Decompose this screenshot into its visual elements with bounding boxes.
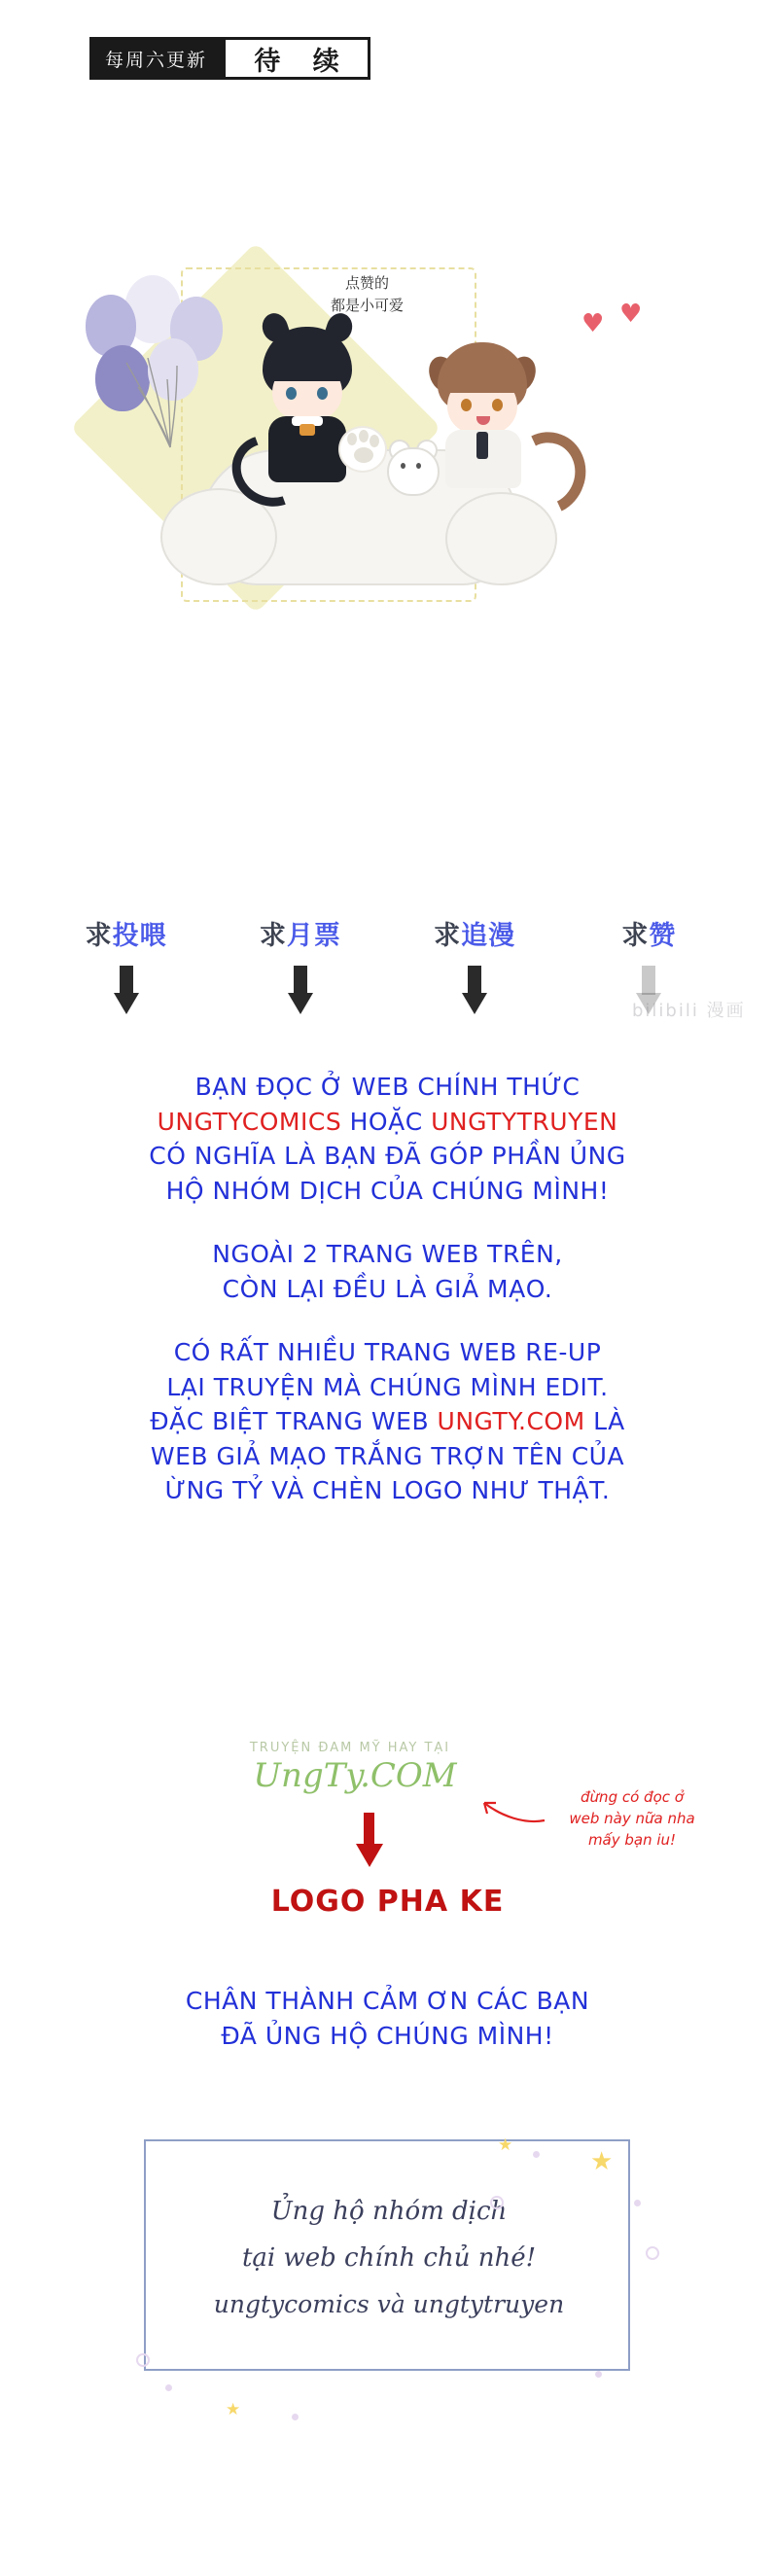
- star-icon: ★: [226, 2400, 241, 2419]
- dot-icon: [165, 2384, 172, 2391]
- cta-word: 追漫: [461, 921, 516, 951]
- p3-line-2: LẠI TRUYỆN MÀ CHÚNG MÌNH EDIT.: [166, 1372, 609, 1401]
- speech-line-2: 都是小可爱: [331, 296, 405, 314]
- notice-text-block: [0, 1070, 775, 1537]
- dot-icon: [634, 2200, 641, 2206]
- warning-line-3: mấy bạn iu!: [587, 1830, 677, 1849]
- circle-outline-icon: [136, 2353, 150, 2367]
- illustration-area: [0, 117, 775, 525]
- p1-line-1: BẠN ĐỌC Ở WEB CHÍNH THỨC: [194, 1073, 581, 1101]
- thanks-block: [0, 1984, 775, 2055]
- fake-site-name: UNGTY.COM: [437, 1407, 585, 1435]
- balloon-strings: [117, 358, 204, 450]
- p3-line-3-c: LÀ: [584, 1407, 625, 1435]
- fake-logo-warning-note: [545, 1787, 720, 1851]
- dot-icon: [595, 2371, 602, 2378]
- thanks-line-1: CHÂN THÀNH CẢM ƠN CÁC BẠN: [185, 1987, 590, 2015]
- notice-paragraph-2: [0, 1237, 775, 1306]
- cta-word: 赞: [649, 921, 677, 951]
- warning-line-1: đừng có đọc ở: [581, 1788, 684, 1806]
- chapter-header: [89, 37, 370, 80]
- p1-line-2: [0, 1105, 775, 1140]
- paw-icon: [338, 426, 387, 473]
- circle-outline-icon: [646, 2246, 659, 2260]
- cta-item-follow[interactable]: [402, 914, 547, 1016]
- down-arrow-icon: [462, 966, 487, 1016]
- support-line-2: tại web chính chủ nhé!: [241, 2242, 537, 2273]
- p3-line-1: CÓ RẤT NHIỀU TRANG WEB RE-UP: [173, 1338, 602, 1366]
- cta-prefix: 求: [259, 921, 287, 951]
- fake-logo-caption: LOGO PHA KE: [270, 1885, 505, 1919]
- p3-line-5: ỪNG TỶ VÀ CHÈN LOGO NHƯ THẬT.: [164, 1476, 611, 1504]
- cta-item-feed[interactable]: [53, 914, 199, 1016]
- warning-line-2: web này nữa nha: [569, 1809, 695, 1827]
- support-line-3: ungtycomics và ungtytruyen: [213, 2289, 565, 2318]
- fake-logo-subtitle: TRUYỆN ĐAM MỸ HAY TẠI: [249, 1741, 451, 1755]
- cta-prefix: 求: [85, 921, 113, 951]
- thanks-line-2: ĐÃ ỦNG HỘ CHÚNG MÌNH!: [221, 2022, 554, 2051]
- cta-item-monthly-ticket[interactable]: [228, 914, 373, 1016]
- p3-line-3-a: ĐẶC BIỆT TRANG WEB: [150, 1407, 438, 1435]
- p1-line-3: CÓ NGHĨA LÀ BẠN ĐÃ GÓP PHẦN ỦNG: [149, 1142, 626, 1170]
- circle-outline-icon: [490, 2196, 504, 2209]
- update-schedule-label: 每周六更新: [89, 37, 223, 80]
- official-site-2: UNGTYTRUYEN: [431, 1107, 618, 1136]
- p1-line-4: HỘ NHÓM DỊCH CỦA CHÚNG MÌNH!: [165, 1176, 610, 1205]
- down-arrow-icon: [356, 1813, 383, 1869]
- cta-word: 月票: [286, 921, 341, 951]
- official-site-1: UNGTYCOMICS: [157, 1107, 342, 1136]
- bow-icon: [299, 424, 315, 436]
- support-line-1: Ủng hộ nhóm dịch: [270, 2196, 508, 2226]
- heart-icon: ♥: [619, 300, 643, 329]
- support-card-content: [146, 2141, 632, 2373]
- notice-paragraph-3: [0, 1335, 775, 1508]
- dot-icon: [292, 2414, 299, 2420]
- cta-prefix: 求: [434, 921, 462, 951]
- down-arrow-icon: [288, 966, 313, 1016]
- curved-arrow-icon: [476, 1791, 548, 1830]
- fake-logo-wordmark: UngTy.COM: [253, 1756, 457, 1795]
- p3-line-4: WEB GIẢ MẠO TRẮNG TRỢN TÊN CỦA: [150, 1441, 625, 1470]
- fake-logo-zone: [0, 1741, 775, 1974]
- p2-line-1: NGOÀI 2 TRANG WEB TRÊN,: [212, 1240, 563, 1268]
- down-arrow-icon: [114, 966, 139, 1016]
- p3-line-3: [0, 1404, 775, 1439]
- star-icon: ★: [590, 2147, 614, 2176]
- site-watermark: bilibili 漫画: [632, 1001, 746, 1021]
- speech-text: [331, 272, 404, 316]
- cta-prefix: 求: [621, 921, 650, 951]
- p2-line-2: CÒN LẠI ĐỀU LÀ GIẢ MẠO.: [222, 1274, 553, 1303]
- p1-conjunction: HOẶC: [341, 1107, 432, 1136]
- notice-paragraph-1: [0, 1070, 775, 1208]
- to-be-continued-label: 待 续: [223, 37, 370, 80]
- dot-icon: [533, 2151, 540, 2158]
- cta-word: 投喂: [112, 921, 167, 951]
- speech-line-1: 点赞的: [345, 274, 390, 292]
- support-card: [144, 2139, 630, 2371]
- star-icon: ★: [498, 2135, 513, 2155]
- heart-icon: ♥: [581, 309, 605, 338]
- cat-plush-icon: [381, 438, 441, 494]
